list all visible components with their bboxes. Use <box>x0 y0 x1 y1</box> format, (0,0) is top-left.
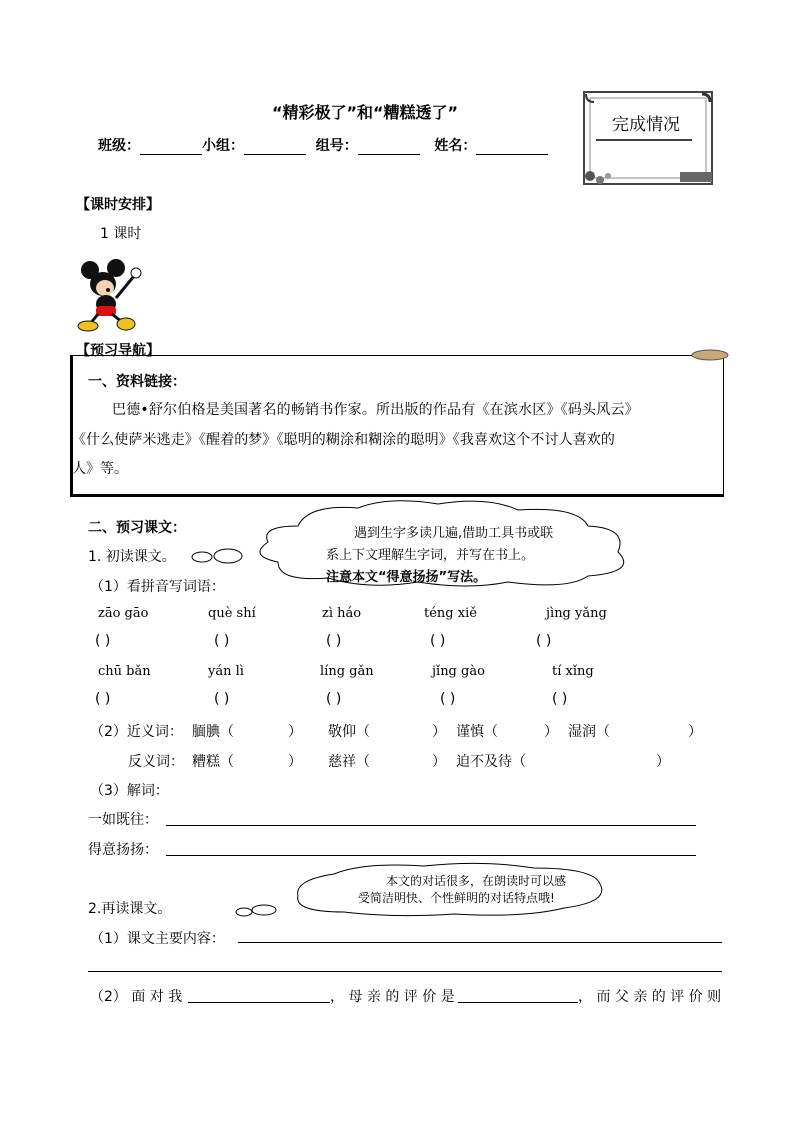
link-heading: 一、资料链接： <box>88 374 186 390</box>
cloud2-line1: 本文的对话很多，在朗读时可以感 <box>386 874 567 888</box>
cartoon-mouse-icon <box>76 258 148 334</box>
synonym-1-close: ） <box>288 724 302 740</box>
synonym-3: 谨慎（ <box>456 724 498 740</box>
pinyin-1-5: jìng yǎng <box>546 606 607 621</box>
answer-paren-1-1[interactable]: ( ) <box>95 633 111 649</box>
sub3-label: （3）解词： <box>90 783 169 799</box>
cloud1-line3: 注意本文“得意扬扬”写法。 <box>326 570 487 585</box>
synonym-4: 湿润（ <box>568 724 610 740</box>
schedule-heading: 【课时安排】 <box>76 197 160 213</box>
pinyin-2-2: yán lì <box>208 664 244 679</box>
link-text-line2: 《什么使萨米逃走》《醒着的梦》《聪明的糊涂和糊涂的聪明》《我喜欢这个不讨人喜欢的 <box>72 432 615 448</box>
word2-label: 得意扬扬： <box>88 842 158 858</box>
synonym-4-close: ） <box>688 724 702 740</box>
sub1-label: （1）看拼音写词语： <box>90 579 225 595</box>
antonym-1: 糟糕（ <box>192 754 234 770</box>
section2-heading: 二、预习课文： <box>88 520 186 536</box>
q1-answer-line[interactable] <box>238 942 722 943</box>
link-text-line1: 巴德•舒尔伯格是美国著名的畅销书作家。所出版的作品有《在滨水区》《码头风云》 <box>112 402 639 418</box>
link-text-line3: 人》等。 <box>72 461 128 477</box>
answer-paren-2-1[interactable]: ( ) <box>95 691 111 707</box>
antonym-2-close: ） <box>432 754 446 770</box>
page-title: “精彩极了”和“糟糕透了” <box>272 103 459 122</box>
completion-stamp <box>580 88 716 188</box>
answer-paren-2-4[interactable]: ( ) <box>440 691 456 707</box>
group-label: 小组： <box>202 138 244 154</box>
antonym-3: 迫不及待（ <box>456 754 526 770</box>
q2-part-c: ， 而 父 亲 的 评 价 则 <box>578 989 722 1005</box>
item2-label: 2.再读课文。 <box>88 901 172 917</box>
synonym-2-close: ） <box>432 724 446 740</box>
class-label: 班级： <box>98 138 140 154</box>
word1-answer-line[interactable] <box>166 825 696 826</box>
synonym-3-close: ） <box>544 724 558 740</box>
class-field[interactable] <box>140 138 202 155</box>
preview-heading: 【预习导航】 <box>76 343 160 359</box>
group-no-field[interactable] <box>358 138 420 155</box>
word2-answer-line[interactable] <box>166 855 696 856</box>
antonym-3-close: ） <box>656 754 670 770</box>
q2-part-b: ， 母 亲 的 评 价 是 <box>330 989 455 1005</box>
pinyin-1-2: què shí <box>208 606 256 621</box>
answer-paren-2-5[interactable]: ( ) <box>552 691 568 707</box>
item1-label: 1. 初读课文。 <box>88 549 176 565</box>
answer-paren-1-4[interactable]: ( ) <box>430 633 446 649</box>
q1-answer-line-2[interactable] <box>88 971 722 972</box>
synonym-label: （2）近义词： <box>90 724 183 740</box>
scroll-icon <box>690 348 730 362</box>
pinyin-2-4: jǐng gào <box>432 664 485 679</box>
group-no-label: 组号： <box>315 138 358 154</box>
synonym-2: 敬仰（ <box>328 724 370 740</box>
cloud2-line2: 受简洁明快、个性鲜明的对话特点哦! <box>358 891 555 905</box>
pinyin-2-3: líng gǎn <box>320 664 374 679</box>
antonym-2: 慈祥（ <box>328 754 370 770</box>
answer-paren-2-3[interactable]: ( ) <box>326 691 342 707</box>
name-label: 姓名： <box>434 138 477 154</box>
q2-part-a: （2） 面 对 我 <box>90 989 183 1005</box>
pinyin-1-1: zāo gāo <box>98 606 149 621</box>
answer-paren-1-2[interactable]: ( ) <box>214 633 230 649</box>
synonym-1: 腼腆（ <box>192 724 234 740</box>
pinyin-1-4: téng xiě <box>424 606 477 621</box>
pinyin-2-5: tí xǐng <box>552 664 594 679</box>
antonym-1-close: ） <box>288 754 302 770</box>
pinyin-1-3: zì háo <box>322 606 362 621</box>
answer-paren-1-3[interactable]: ( ) <box>326 633 342 649</box>
name-field[interactable] <box>476 138 548 155</box>
pinyin-2-1: chū bǎn <box>98 664 151 679</box>
q2-blank-1[interactable] <box>188 1002 330 1003</box>
antonym-label: 反义词： <box>128 754 184 770</box>
scroll-ornament <box>690 348 730 366</box>
group-field[interactable] <box>244 138 306 155</box>
cloud1-line1: 遇到生字多读几遍,借助工具书或联 <box>354 526 554 541</box>
mickey-illustration <box>76 258 148 338</box>
q1-label: （1）课文主要内容： <box>90 931 225 947</box>
stamp-text: 完成情况 <box>612 115 680 135</box>
answer-paren-2-2[interactable]: ( ) <box>214 691 230 707</box>
answer-paren-1-5[interactable]: ( ) <box>536 633 552 649</box>
cloud1-line2: 系上下文理解生字词，并写在书上。 <box>326 548 535 563</box>
student-info-line <box>98 135 548 155</box>
schedule-value: 1 课时 <box>100 226 142 242</box>
q2-blank-2[interactable] <box>458 1002 578 1003</box>
stamp-frame-icon <box>580 88 716 188</box>
word1-label: 一如既往： <box>88 812 158 828</box>
